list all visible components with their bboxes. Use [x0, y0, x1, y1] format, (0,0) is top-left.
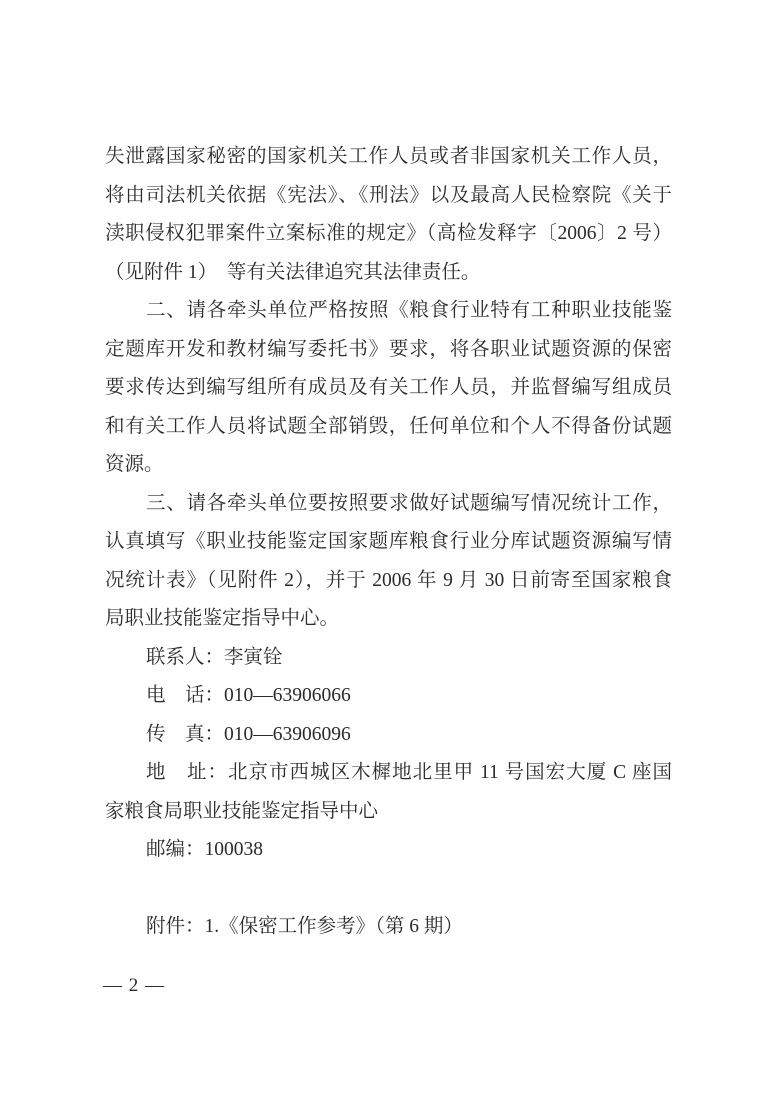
text-line: 将由司法机关依据《宪法》、《刑法》以及最高人民检察院《关于 [105, 184, 672, 206]
address-line: 地 址：北京市西城区木樨地北里甲 11 号国宏大厦 C 座国 [146, 762, 672, 783]
body-text [105, 138, 672, 947]
page-number: — 2 — [103, 975, 165, 996]
text-line: 认真填写《职业技能鉴定国家题库粮食行业分库试题资源编写情 [105, 531, 672, 552]
phone-line: 电 话：010—63906066 [146, 685, 351, 706]
fax-line: 传 真：010—63906096 [146, 723, 351, 745]
text-line: 和有关工作人员将试题全部销毁，任何单位和个人不得备份试题 [105, 415, 672, 437]
text-line: 三、请各牵头单位要按照要求做好试题编写情况统计工作， [146, 492, 672, 514]
text-line: 要求传达到编写组所有成员及有关工作人员，并监督编写组成员 [105, 377, 672, 398]
postal-code-line: 邮编：100038 [146, 839, 264, 860]
address-line-2: 家粮食局职业技能鉴定指导中心 [105, 800, 379, 822]
text-line: 失泄露国家秘密的国家机关工作人员或者非国家机关工作人员， [105, 146, 672, 167]
text-line: 资源。 [105, 454, 164, 475]
text-line: 二、请各牵头单位严格按照《粮食行业特有工种职业技能鉴 [146, 300, 672, 321]
text-line: 定题库开发和教材编写委托书》要求，将各职业试题资源的保密 [105, 338, 672, 360]
text-line: （见附件 1） 等有关法律追究其法律责任。 [105, 261, 481, 283]
blank-line [105, 870, 672, 909]
attachment-line: 附件：1.《保密工作参考》（第 6 期） [146, 916, 463, 937]
text-line: 渎职侵权犯罪案件立案标准的规定》（高检发释字〔2006〕2 号） [105, 223, 672, 244]
contact-person-line: 联系人：李寅铨 [146, 646, 283, 668]
text-line: 局职业技能鉴定指导中心。 [105, 608, 340, 629]
text-line: 况统计表》（见附件 2），并于 2006 年 9 月 30 日前寄至国家粮食 [105, 569, 672, 591]
